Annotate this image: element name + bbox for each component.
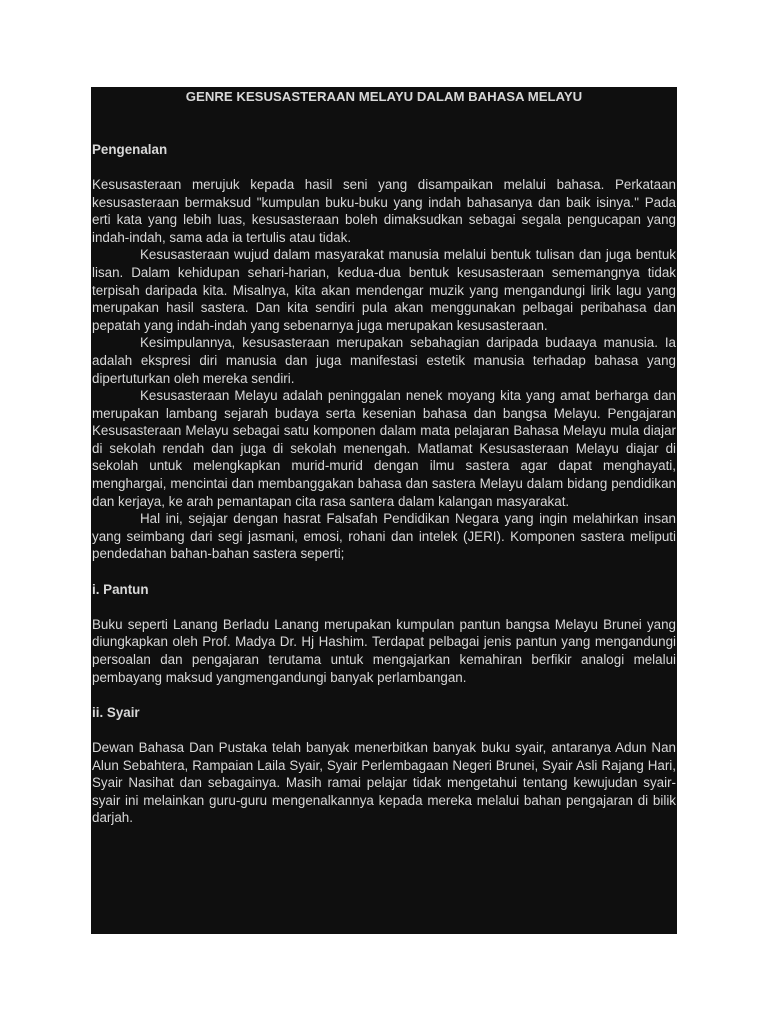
paragraph: Kesusasteraan merujuk kepada hasil seni yang disampaikan melalui bahasa. Perkataan kesusasteraan bermaksud "kumpulan buku-buku yang indah bahasanya dan baik isinya." Pada erti kata yang lebih luas, kesusasteraan boleh dimaksudkan sebagai segala pengucapan yang indah-indah, sama ada ia tertulis atau tidak. [92,176,676,245]
spacer [92,563,676,581]
spacer [92,686,676,704]
paragraph: Buku seperti Lanang Berladu Lanang merupakan kumpulan pantun bangsa Melayu Brunei yang diungkapkan oleh Prof. Madya Dr. Hj Hashim. Terdapat pelbagai jenis pantun yang mengandungi persoalan dan pengajaran terutama untuk mengajarkan kemahiran berfikir analogi melalui pembayang maksud yangmengandungi banyak perlambangan. [92,616,676,685]
section-heading-pengenalan: Pengenalan [92,141,168,157]
spacer [92,106,676,124]
document-title: GENRE KESUSASTERAAN MELAYU DALAM BAHASA MELAYU [185,89,583,104]
paragraph: Hal ini, sejajar dengan hasrat Falsafah Pendidikan Negara yang ingin melahirkan insan yang seimbang dari segi jasmani, emosi, rohani dan intelek (JERI). Komponen sastera meliputi pendedahan bahan-bahan sastera seperti; [92,511,676,562]
paragraph: Dewan Bahasa Dan Pustaka telah banyak menerbitkan banyak buku syair, antaranya Adun Nan Alun Sebahtera, Rampaian Laila Syair, Syair Perlembagaan Negeri Brunei, Syair Asli Rajang Hari, Syair Nasihat dan sebagainya. Masih ramai pelajar tidak mengetahui tentang kewujudan syair-syair ini melainkan guru-guru mengenalkannya kepada mereka melalui bahan pengajaran di bilik darjah. [92,739,676,826]
section-heading-syair: ii. Syair [92,704,140,720]
section-heading-pantun: i. Pantun [92,581,149,597]
paragraph: Kesimpulannya, kesusasteraan merupakan sebahagian daripada budaaya manusia. Ia adalah ekspresi diri manusia dan juga manifestasi estetik manusia terhadap bahasa yang dipertuturkan oleh mereka sendiri. [92,335,676,386]
paragraph: Kesusasteraan wujud dalam masyarakat manusia melalui bentuk tulisan dan juga bentuk lisan. Dalam kehidupan sehari-harian, kedua-dua bentuk kesusasteraan sememangnya tidak terpisah daripada kita. Misalnya, kita akan mendengar muzik yang mengandungi lirik lagu yang merupakan hasil sastera. Dan kita sendiri pula akan menggunakan pelbagai peribahasa dan pepatah yang indah-indah yang sebenarnya juga merupakan kesusasteraan. [92,247,676,333]
spacer [92,721,676,739]
spacer [92,123,676,141]
spacer [92,598,676,616]
spacer [92,158,676,176]
document-page [91,87,677,934]
paragraph: Kesusasteraan Melayu adalah peninggalan nenek moyang kita yang amat berharga dan merupakan lambang sejarah budaya serta kesenian bahasa dan bangsa Melayu. Pengajaran Kesusasteraan Melayu sebagai satu komponen dalam mata pelajaran Bahasa Melayu mula diajar di sekolah rendah dan juga di sekolah menengah. Matlamat Kesusasteraan Melayu diajar di sekolah untuk melengkapkan murid-murid dengan ilmu sastera agar dapat menghayati, menghargai, mencintai dan membanggakan bahasa dan sastera Melayu dalam bidang pendidikan dan kerjaya, ke arah pemantapan cita rasa santera dalam kalangan masyarakat. [92,388,676,509]
